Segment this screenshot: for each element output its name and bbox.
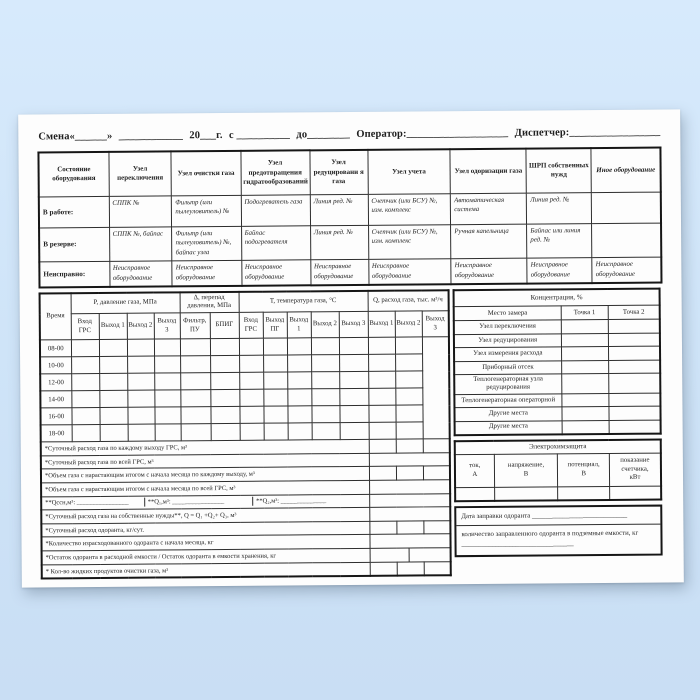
point1-header: Точка 1: [561, 306, 608, 320]
summary-rows: [41, 439, 451, 579]
equipment-cell: Линия ред. №: [527, 192, 592, 224]
summary-label: * Кол-во жидких продуктов очистки газа, м³: [42, 562, 370, 578]
entry-cell: [396, 439, 423, 453]
equipment-cell: Байпас или линия ред. №: [527, 223, 592, 258]
entry-cell: [369, 521, 396, 535]
voltage-header: напряжение, В: [494, 454, 558, 488]
entry-cell: [311, 406, 339, 423]
entry-cell: [395, 337, 422, 354]
entry-cell: [239, 338, 263, 355]
electro-protection-table: [454, 438, 662, 502]
pressure-drop-group-header: Δ, перепад давления, МПа: [180, 292, 239, 313]
point2-entry-cell: [609, 360, 661, 374]
col-purification-unit: Узел очистки газа: [171, 151, 240, 196]
entry-cell: [128, 424, 155, 441]
entry-cell: [72, 425, 100, 442]
measurement-place-label: Узел переключения: [454, 320, 561, 334]
equipment-cell: Автоматическая система: [451, 193, 527, 225]
entry-cell: [395, 371, 422, 388]
point2-entry-cell: [609, 373, 661, 393]
entry-cell: [210, 390, 239, 407]
entry-cell: [494, 487, 558, 501]
equipment-cell: [592, 223, 661, 258]
equipment-state-label: В резерве:: [39, 227, 109, 262]
point1-entry-cell: [562, 420, 609, 434]
concentration-table: [453, 287, 662, 435]
entry-cell: [395, 354, 422, 371]
col-odorization-unit: Узел одоризации газа: [450, 149, 526, 194]
measurement-place-label: Теплогенераторная операторной: [454, 393, 561, 407]
equipment-cell: СППК №, байпас: [109, 226, 172, 261]
point1-entry-cell: [561, 374, 609, 394]
col-metering-unit: Узел учета: [367, 149, 450, 194]
equipment-cell: Неисправное оборудование: [172, 260, 241, 286]
entry-cell: [71, 374, 99, 391]
entry-cell: [455, 487, 494, 500]
entry-cell: [369, 467, 396, 481]
entry-cell: [239, 406, 263, 423]
col-own-needs-unit: ШРП собственных нужд: [526, 148, 591, 193]
entry-cell: [311, 389, 339, 406]
entry-cell: [239, 389, 263, 406]
entry-cell: [264, 423, 288, 440]
entry-cell: [339, 338, 368, 355]
entry-cell: [369, 534, 450, 548]
odorant-quantity-line: количество заправленного одоранта в подземные емкости, кг _________________________________: [456, 523, 660, 555]
entry-cell: [369, 480, 450, 494]
entry-cell: [370, 549, 410, 562]
entry-cell: [369, 453, 450, 467]
entry-cell: [155, 424, 181, 441]
entry-cell: [99, 407, 127, 424]
summary-label: *Суточный расход газа по каждому выходу ГРС, м³: [41, 440, 369, 456]
point1-entry-cell: [562, 407, 609, 421]
summary-label: *Остаток одоранта в расходной емкости / Остаток одоранта в емкости хранения, кг: [42, 548, 370, 565]
entry-cell: [71, 391, 99, 408]
entry-cell: [154, 407, 180, 424]
equipment-state-label: Неисправно:: [39, 261, 109, 287]
entry-cell: [287, 355, 311, 372]
point2-entry-cell: [608, 333, 660, 347]
current-header: ток, А: [455, 454, 494, 487]
entry-cell: [210, 339, 239, 356]
col-other-equipment: Иное оборудование: [591, 148, 661, 193]
q-blank-part: **Q₂,м³: ______________: [256, 497, 327, 506]
entry-cell: [127, 373, 154, 390]
measurement-place-label: Другие места: [455, 420, 562, 434]
entry-cell: [127, 356, 154, 373]
entry-cell: [423, 439, 450, 453]
entry-cell: [211, 424, 240, 441]
time-cell: 16-00: [40, 408, 71, 425]
entry-cell: [369, 507, 450, 521]
summary-label: *Суточный расход одоранта, кг/сут.: [41, 521, 369, 537]
entry-cell: [370, 548, 451, 563]
summary-label: *Объем газа с нарастающим итогом с начала месяца по всей ГРС, м³: [41, 480, 369, 496]
entry-cell: [558, 487, 610, 500]
operator-label: Оператор:___________________: [356, 127, 509, 140]
entry-cell: [340, 423, 369, 440]
equipment-cell: Неисправное оборудование: [592, 257, 661, 283]
entry-cell: [71, 340, 99, 357]
electro-header-row: [455, 453, 661, 488]
readings-subheader-row: [40, 311, 449, 340]
entry-cell: [368, 354, 395, 371]
entry-cell: [180, 407, 210, 424]
measurement-place-label: Приборный отсек: [454, 361, 561, 375]
t-out1-header: Выход 1: [287, 312, 311, 338]
from-label: с __________: [228, 129, 291, 141]
dp-bpig-header: БПИГ: [210, 313, 239, 339]
dispatcher-label: Диспетчер:_________________: [514, 126, 661, 139]
q-blanks-wrap: [42, 496, 369, 508]
concentration-title-row: [454, 288, 660, 307]
entry-cell: [263, 406, 287, 423]
equipment-cell: Неисправное оборудование: [368, 259, 451, 285]
entry-cell: [287, 372, 311, 389]
equipment-cell: Неисправное оборудование: [241, 260, 310, 286]
entry-cell: [396, 466, 423, 480]
point1-entry-cell: [561, 347, 608, 361]
entry-cell: [181, 424, 211, 441]
form-header-line: [38, 127, 660, 143]
point1-entry-cell: [561, 360, 608, 374]
entry-cell: [127, 407, 154, 424]
concentration-row: [454, 373, 660, 394]
equipment-row: [39, 192, 661, 228]
q-out3-header: Выход 3: [422, 311, 449, 337]
place-header: Место замера: [454, 306, 561, 321]
entry-cell: [424, 562, 451, 576]
entry-cell: [423, 466, 450, 480]
entry-cell: [287, 406, 311, 423]
equipment-cell: Фильтр (или пылеуловитель) №, байпас узла: [172, 226, 241, 261]
meter-reading-header: показание счетчика, кВт: [609, 453, 661, 486]
entry-cell: [100, 424, 128, 441]
entry-cell: [154, 356, 180, 373]
entry-cell: [287, 389, 311, 406]
entry-cell: [239, 355, 263, 372]
summary-label: *Суточный расход газа на собственные нужды**, Q = Q₁ +Q₂+ Q₃, м³: [41, 508, 369, 524]
entry-cell: [99, 339, 127, 356]
entry-cell: [610, 486, 662, 499]
equipment-cell: Фильтр (или пылеуловитель) №: [172, 195, 241, 227]
point2-entry-cell: [608, 319, 660, 333]
summary-label: *Суточный расход газа по всей ГРС, м³: [41, 453, 369, 469]
odorant-date-line: Дата заправки одоранта ____________________________: [461, 511, 628, 520]
entry-cell: [210, 373, 239, 390]
equipment-cell: Неисправное оборудование: [310, 259, 368, 285]
equipment-cell: Счетчик (или БСУ) №, изм. комплекс: [368, 193, 451, 225]
time-cell: 18-00: [41, 425, 72, 442]
point1-entry-cell: [561, 320, 608, 334]
point1-entry-cell: [561, 333, 608, 347]
t-inlet-header: Вход ГРС: [239, 312, 263, 338]
entry-cell: [99, 390, 127, 407]
shift-log-form-page: [18, 109, 684, 587]
equipment-status-table: [37, 147, 662, 289]
shift-label: Смена«______»: [38, 130, 113, 143]
q-blank-part: **Qссн,м³: ________________: [42, 498, 145, 508]
entry-cell: [127, 390, 154, 407]
concentration-title: Концентрация, %: [454, 288, 660, 307]
equipment-cell: Неисправное оборудование: [451, 258, 527, 284]
time-cell: 14-00: [40, 391, 71, 408]
entry-cell: [312, 423, 340, 440]
time-rows: [40, 337, 450, 442]
entry-cell: [397, 562, 424, 576]
summary-label: *Объем газа с нарастающим итогом с начала месяца по каждому выходу, м³: [41, 467, 369, 483]
equipment-cell: Неисправное оборудование: [527, 258, 592, 284]
time-cell: 10-00: [40, 357, 71, 374]
entry-cell: [210, 407, 239, 424]
entry-cell: [311, 355, 339, 372]
col-reduction-unit: Узел редуцировани я газа: [310, 150, 368, 194]
electro-entry-row: [455, 486, 661, 501]
entry-cell: [99, 356, 127, 373]
equipment-cell: Неисправное оборудование: [109, 261, 172, 287]
p-out1-header: Выход 1: [99, 313, 127, 339]
entry-cell: [180, 373, 210, 390]
entry-cell: [71, 408, 99, 425]
entry-cell: [369, 493, 450, 507]
col-switch-unit: Узел переключения: [108, 151, 171, 195]
readings-section: [39, 289, 451, 580]
entry-cell: [370, 562, 397, 576]
time-cell: 08-00: [40, 340, 71, 357]
time-column-header: Время: [40, 293, 71, 340]
entry-cell: [395, 388, 422, 405]
entry-cell: [423, 521, 450, 535]
t-heater-header: Выход ПГ: [263, 312, 287, 338]
readings-table: [39, 289, 452, 580]
entry-cell: [180, 356, 210, 373]
to-label: до________: [296, 129, 350, 141]
entry-cell: [239, 372, 263, 389]
equipment-cell: Счетчик (или БСУ) №, изм. комплекс: [368, 224, 451, 259]
measurement-place-label: Узел редуцирования: [454, 334, 561, 348]
entry-cell: [311, 338, 339, 355]
entry-cell: [339, 389, 368, 406]
year-label: 20___г.: [189, 130, 223, 142]
entry-cell: [180, 390, 210, 407]
temperature-group-header: Т, температура газа, °С: [239, 291, 368, 313]
entry-cell: [368, 405, 395, 422]
time-cell: 12-00: [40, 374, 71, 391]
entry-cell: [311, 372, 339, 389]
p-out2-header: Выход 2: [127, 313, 154, 339]
entry-cell: [410, 548, 450, 561]
t-out3-header: Выход 3: [339, 312, 368, 338]
point2-entry-cell: [609, 406, 661, 420]
entry-cell: [368, 371, 395, 388]
right-panels: [453, 287, 663, 557]
entry-cell: [263, 338, 287, 355]
concentration-row: [455, 420, 661, 435]
entry-cell: [368, 337, 395, 354]
col-equipment-state: Состояние оборудования: [38, 152, 108, 197]
point1-entry-cell: [561, 393, 608, 407]
flow-group-header: Q, расход газа, тыс. м³/ч: [368, 290, 449, 312]
entry-cell: [154, 373, 180, 390]
entry-cell: [369, 439, 396, 453]
entry-cell: [368, 388, 395, 405]
entry-cell: [263, 372, 287, 389]
equipment-cell: СППК №: [109, 195, 172, 226]
electro-title: Электрохимзащита: [455, 439, 661, 455]
entry-cell: [339, 372, 368, 389]
concentration-rows: [454, 319, 661, 434]
equipment-row: [39, 257, 661, 287]
entry-cell: [396, 521, 423, 535]
p-out3-header: Выход 3: [154, 313, 180, 339]
entry-cell: [71, 357, 99, 374]
entry-cell: [154, 390, 180, 407]
point2-entry-cell: [609, 393, 661, 407]
measurement-place-label: Теплогенераторная узла редуцирования: [454, 374, 561, 394]
entry-cell: [127, 339, 154, 356]
q-out2-header: Выход 2: [395, 311, 422, 337]
entry-cell: [99, 373, 127, 390]
t-out2-header: Выход 2: [311, 312, 339, 338]
equipment-row: [39, 223, 661, 262]
odorant-filling-box: [454, 504, 662, 557]
entry-cell: [288, 423, 312, 440]
point2-entry-cell: [609, 420, 661, 434]
entry-cell: [180, 339, 210, 356]
q-blank-part: **Q₁,м³: ________________: [145, 497, 253, 507]
equipment-rows: [39, 192, 662, 288]
entry-cell: [210, 356, 239, 373]
point2-header: Точка 2: [608, 305, 660, 319]
entry-cell: [396, 422, 423, 439]
entry-cell: [339, 355, 368, 372]
half-split: [370, 548, 450, 562]
col-hydrate-prevention-unit: Узел предотвращения гидратообразований: [240, 150, 309, 195]
dp-filter-header: Фильтр, ПУ: [180, 313, 210, 339]
equipment-state-label: В работе:: [39, 196, 109, 228]
entry-cell: [369, 422, 396, 439]
entry-cell: [287, 338, 311, 355]
q-out1-header: Выход 1: [368, 311, 395, 337]
equipment-cell: Линия ред. №: [310, 194, 368, 225]
equipment-header-row: [38, 148, 660, 197]
p-inlet-header: Вход ГРС: [71, 314, 99, 340]
equipment-cell: Подогреватель газа: [241, 194, 310, 226]
measurement-place-label: Другие места: [454, 407, 561, 421]
entry-cell: [263, 389, 287, 406]
entry-cell: [339, 406, 368, 423]
measurement-place-label: Узел измерения расхода: [454, 347, 561, 361]
summary-row: [42, 562, 451, 579]
pressure-group-header: Р, давление газа, МПа: [71, 292, 180, 314]
equipment-cell: [592, 192, 661, 224]
entry-cell: [240, 423, 264, 440]
month-blank: ____________: [118, 130, 183, 142]
entry-cell: [395, 405, 422, 422]
potential-header: потенциал, В: [558, 454, 610, 487]
entry-cell: [263, 355, 287, 372]
equipment-cell: Линия ред. №: [310, 225, 368, 260]
point2-entry-cell: [608, 346, 660, 360]
entry-cell: [154, 339, 180, 356]
equipment-cell: Ручная капельница: [451, 224, 527, 259]
equipment-cell: Байпас подогревателя: [241, 225, 310, 260]
summary-label: *Количество израсходованного одоранта с начала месяца, кг: [41, 535, 369, 551]
